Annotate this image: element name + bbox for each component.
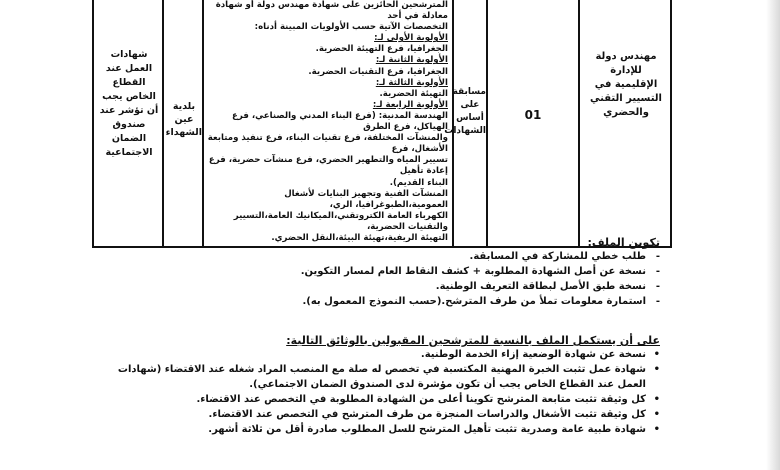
bullet-icon: • bbox=[653, 364, 660, 375]
bullet-icon: - bbox=[655, 296, 660, 307]
positions-count-cell: 01 bbox=[524, 108, 542, 122]
complement-section bbox=[100, 334, 660, 437]
bullet-icon: - bbox=[655, 266, 660, 277]
list-item-text: نسخة عن أصل الشهادة المطلوبة + كشف النقاط العام لمسار التكوين. bbox=[300, 266, 646, 277]
list-item bbox=[100, 279, 660, 294]
column-divider bbox=[202, 0, 204, 246]
column-divider bbox=[578, 0, 580, 246]
exam-center-cell: بلدية عين الشهداء bbox=[165, 101, 202, 138]
complement-list bbox=[100, 347, 660, 437]
qualification-line: التهيئة الحضرية. bbox=[379, 88, 448, 99]
list-item bbox=[100, 422, 660, 437]
list-item bbox=[100, 249, 660, 264]
required-docs-cell: شهادات العمل عند القطاع الخاص يجب أن تؤشر عند صندوق الضمان الاجتماعية bbox=[99, 49, 159, 158]
bullet-icon: - bbox=[655, 251, 660, 262]
list-item-text: نسخة عن شهادة الوضعية إزاء الخدمة الوطنية. bbox=[420, 349, 646, 360]
position-title-cell: مهندس دولة للإدارة الإقليمية في التسيير التقني والحضري bbox=[590, 51, 662, 118]
list-item bbox=[100, 294, 660, 309]
qualification-line: الأولوية الثانية لـ: bbox=[375, 55, 448, 66]
qualification-line: التهيئة الريفية،تهيئة البيئة،النقل الحضري. bbox=[271, 232, 448, 243]
list-item bbox=[100, 392, 660, 407]
qualification-line: الأولوية الأولى لـ: bbox=[374, 33, 448, 44]
qualification-line: المترشحين الحائزين على شهادة مهندس دولة أو شهادة معادلة في أحد bbox=[215, 0, 448, 22]
list-item-text: كل وثيقة تثبت متابعة المترشح تكوينا أعلى من الشهادة المطلوبة في التخصص عند الاقتضاء. bbox=[196, 394, 646, 405]
list-item bbox=[100, 347, 660, 362]
scan-edge bbox=[766, 0, 780, 470]
bullet-icon: • bbox=[653, 424, 660, 435]
file-section bbox=[100, 236, 660, 309]
file-heading: تكوين الملف: bbox=[587, 236, 660, 249]
list-item-text: شهادة عمل تثبت الخبرة المهنية المكتسبة في تخصص له صلة مع المنصب المراد شغله عند الاقتضاء (شهادات العمل عند القطاع الخاص يجب أن تكون مؤشرة لدى الصندوق الضمان الاجتماعي). bbox=[117, 364, 646, 390]
column-divider bbox=[162, 0, 164, 246]
complement-heading: على أن يستكمل الملف بالنسبة للمترشحين المقبولين بالوثائق التالية: bbox=[286, 334, 660, 347]
qualifications-cell bbox=[206, 0, 452, 246]
qualification-line: الجغرافيا، فرع التقنيات الحضرية. bbox=[308, 66, 448, 77]
list-item-text: كل وثيقة تثبت الأشغال والدراسات المنجزة من طرف المترشح في التخصص عند الاقتضاء. bbox=[208, 409, 646, 420]
list-item bbox=[100, 362, 660, 392]
list-item-text: نسخة طبق الأصل لبطاقة التعريف الوطنية. bbox=[435, 281, 646, 292]
qualification-line: الجغرافيا، فرع التهيئة الحضرية. bbox=[315, 44, 448, 55]
qualification-line: المنشآت الفنية وتجهيز البنايات لأشغال العمومية،الطبوغرافيا، الري، bbox=[284, 188, 448, 210]
bullet-icon: - bbox=[655, 281, 660, 292]
column-divider bbox=[486, 0, 488, 246]
qualification-line: التخصصات الآتية حسب الأولويات المبينة أدناه: bbox=[254, 22, 448, 33]
recruitment-mode-cell: مسابقة على أساس الشهادات bbox=[444, 87, 486, 136]
file-list bbox=[100, 249, 660, 309]
list-item-text: طلب خطي للمشاركة في المسابقة. bbox=[469, 251, 646, 262]
list-item-text: شهادة طبية عامة وصدرية تثبت تأهيل المترشح للسل المطلوب صادرة أقل من ثلاثة أشهر. bbox=[208, 424, 646, 435]
bullet-icon: • bbox=[653, 409, 660, 420]
bullet-icon: • bbox=[653, 349, 660, 360]
list-item bbox=[100, 407, 660, 422]
qualification-line: البناء القديم). bbox=[389, 177, 448, 188]
qualification-line: الكهرباء العامة الكتروتقني،الميكانيك العامة،التسيير والتقنيات الحضرية، bbox=[233, 210, 448, 232]
qualification-line: والمنشآت المختلفة، فرع تقنيات البناء، فرع تنفيذ ومتابعة الأشغال، فرع bbox=[207, 133, 448, 155]
qualification-line: الهندسة المدنية: (فرع البناء المدني والصناعي، فرع الهياكل، فرع الطرق bbox=[231, 110, 448, 133]
qualification-line: الأولوية الثالثة لـ: bbox=[375, 77, 448, 88]
list-item-text: استمارة معلومات تملأ من طرف المترشح.(حسب النموذج المعمول به). bbox=[302, 296, 646, 307]
positions-table bbox=[92, 0, 672, 248]
qualification-line: الأولوية الرابعة لـ: bbox=[372, 99, 448, 110]
qualification-line: تسيير المياه والتطهير الحضري، فرع منشآت حضرية، فرع إعادة تأهيل bbox=[208, 155, 448, 177]
bullet-icon: • bbox=[653, 394, 660, 405]
list-item bbox=[100, 264, 660, 279]
